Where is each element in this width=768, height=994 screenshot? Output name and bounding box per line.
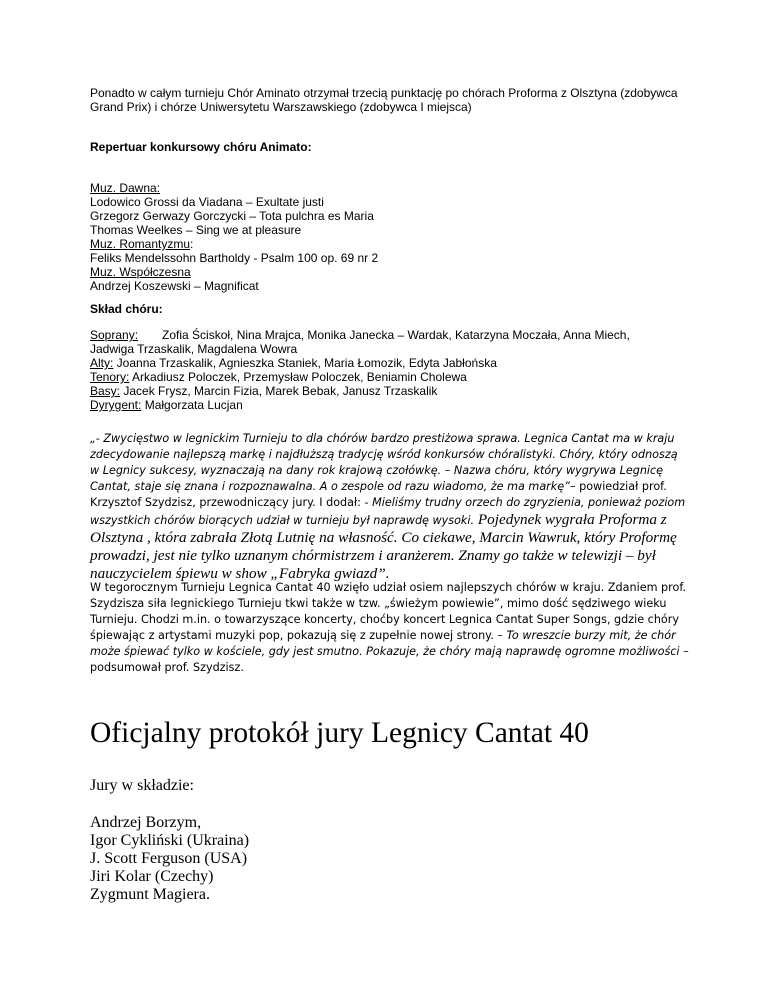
- report-attribution: – podsumował prof. Szydzisz.: [90, 645, 689, 674]
- protocol-title: Oficjalny protokół jury Legnicy Cantat 40: [90, 717, 589, 749]
- quote-attribution: – powiedział prof. Krzysztof Szydzisz, przewodniczący jury. I dodał:: [90, 480, 667, 509]
- repertoire-item: Thomas Weelkes – Sing we at pleasure: [90, 223, 302, 237]
- quote-serif-continuation: Pojedynek wygrała Proforma z Olsztyna , która zabrała Złotą Lutnię na własność. Co ciekawe, Marcin Wawruk, który Proformę prowadzi, jest nie tylko uznanym chórmistrzem i aranżerem. Znamy go także w telewizji – był nauczycielem śpiewu w show „Fabryka gwiazd”.: [90, 511, 677, 582]
- tenors-names: Arkadiusz Poloczek, Przemysław Poloczek, Beniamin Cholewa: [129, 370, 467, 384]
- repertoire-item: Feliks Mendelssohn Bartholdy - Psalm 100 op. 69 nr 2: [90, 251, 379, 265]
- jury-intro: Jury w składzie:: [90, 777, 194, 794]
- quote-continuation: - Mieliśmy trudny orzech do zgryzienia, ponieważ poziom wszystkich chórów biorących udział w turnieju był naprawdę wysoki.: [90, 496, 686, 527]
- tenors-line: [90, 370, 690, 384]
- sopranos-names: Zofia Ściskoł, Nina Mrajca, Monika Janecka – Wardak, Katarzyna Moczała, Anna Miech,: [162, 328, 630, 342]
- conductor-label: Dyrygent:: [90, 398, 142, 412]
- repertoire-list: [90, 181, 690, 293]
- sopranos-line: [90, 328, 690, 342]
- jury-member: Jiri Kolar (Czechy): [90, 868, 214, 885]
- sopranos-label: Soprany:: [90, 328, 139, 342]
- conductor-line: [90, 398, 690, 412]
- sopranos-names-continued: Jadwiga Trzaskalik, Magdalena Wowra: [90, 342, 298, 356]
- jury-member: Zygmunt Magiera.: [90, 886, 210, 903]
- repertoire-item: Grzegorz Gerwazy Gorczycki – Tota pulchra es Maria: [90, 209, 374, 223]
- basses-label: Basy:: [90, 384, 121, 398]
- quote-paragraph: [90, 431, 690, 583]
- choir-members-list: [90, 328, 690, 412]
- altos-line: [90, 356, 690, 370]
- basses-line: [90, 384, 690, 398]
- intro-paragraph: Ponadto w całym turnieju Chór Aminato otrzymał trzecią punktację po chórach Proforma z Olsztyna (zdobywca Grand Prix) i chórze Uniwersytetu Warszawskiego (zdobywca I miejsca): [90, 86, 678, 114]
- jury-member: J. Scott Ferguson (USA): [90, 850, 248, 867]
- tenors-label: Tenory:: [90, 370, 130, 384]
- repertoire-item: Andrzej Koszewski – Magnificat: [90, 279, 259, 293]
- altos-names: Joanna Trzaskalik, Agnieszka Staniek, Maria Łomozik, Edyta Jabłońska: [113, 356, 497, 370]
- jury-member: Andrzej Borzym,: [90, 814, 202, 831]
- modern-music-label: Muz. Współczesna: [90, 265, 191, 279]
- romantic-label-colon: :: [190, 237, 194, 251]
- jury-member: Igor Cykliński (Ukraina): [90, 832, 250, 849]
- report-quote: – To wreszcie burzy mit, że chór może śpiewać tylko w kościele, gdy jest smutno. Pokazuje, że chóry mają naprawdę ogromne możliwości: [90, 629, 680, 658]
- choir-heading: Skład chóru:: [90, 302, 163, 316]
- quote-text: „- Zwycięstwo w legnickim Turnieju to dla chórów bardzo prestiżowa sprawa. Legnica Cantat ma w kraju zdecydowanie najlepszą markę i najdłuższą tradycję wśród konkursów chóralistyki. Chóry, który odnoszą w Legnicy sukcesy, wyznaczają na dany rok krajową czołówkę. – Nazwa chóru, który wygrywa Legnicę Cantat, staje się znana i rozpoznawalna. A o zespole od razu wiadomo, że ma markę”: [90, 432, 678, 493]
- conductor-name: Małgorzata Lucjan: [141, 398, 243, 412]
- report-paragraph: [90, 580, 690, 676]
- romantic-music-line: [90, 237, 690, 251]
- jury-members-list: [90, 814, 249, 904]
- basses-names: Jacek Frysz, Marcin Fizia, Marek Bebak, Janusz Trzaskalik: [120, 384, 438, 398]
- repertoire-item: Lodowico Grossi da Viadana – Exultate justi: [90, 195, 324, 209]
- early-music-label: Muz. Dawna:: [90, 181, 161, 195]
- report-text: W tegorocznym Turnieju Legnica Cantat 40 wzięło udział osiem najlepszych chórów w kraju. Zdaniem prof. Szydzisza siła legnickiego Turnieju tkwi także w tzw. „świeżym powiewie”, mimo dość sędziwego wieku Turnieju. Chodzi m.in. o towarzyszące koncerty, choćby koncert Legnica Cantat Super Songs, gdzie chóry śpiewając z artystami muzyki pop, pokazują się z zupełnie nowej strony.: [90, 581, 687, 642]
- altos-label: Alty:: [90, 356, 114, 370]
- romantic-music-label: Muz. Romantyzmu: [90, 237, 191, 251]
- repertoire-heading: Repertuar konkursowy chóru Animato:: [90, 140, 312, 154]
